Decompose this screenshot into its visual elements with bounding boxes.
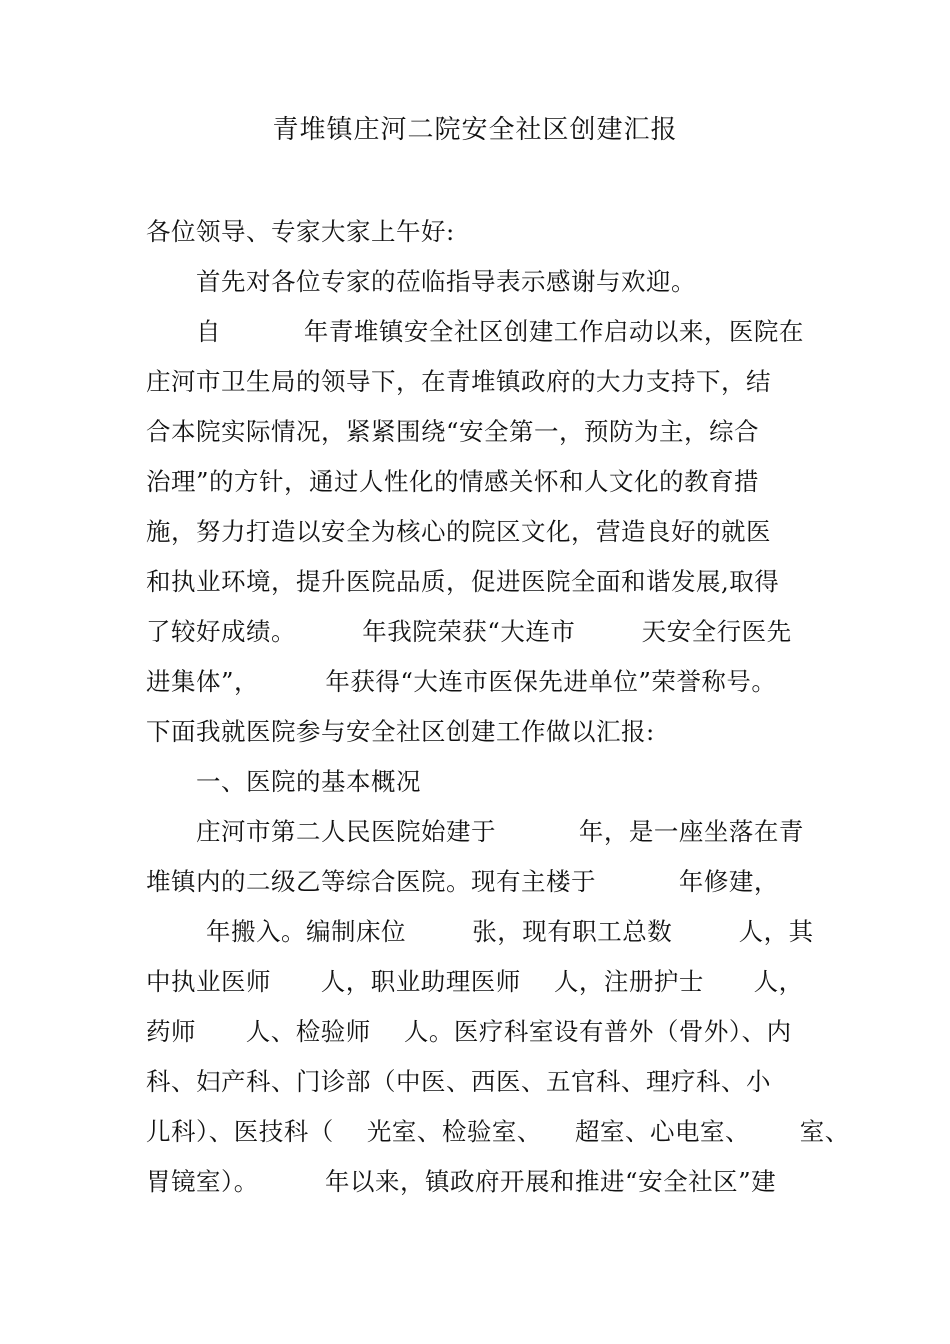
document-title: 青堆镇庄河二院安全社区创建汇报 — [272, 115, 678, 145]
paragraph-line: 合本院实际情况，紧紧围绕“安全第一，预防为主，综合 — [146, 417, 760, 446]
paragraph-line: 治理”的方针，通过人性化的情感关怀和人文化的教育措 — [146, 467, 760, 496]
paragraph-line: 下面我就医院参与安全社区创建工作做以汇报: — [146, 717, 655, 746]
paragraph-line: 堆镇内的二级乙等综合医院。现有主楼于 年修建， — [146, 867, 779, 896]
paragraph-line: 和执业环境，提升医院品质，促进医院全面和谐发展,取得 — [146, 567, 780, 596]
paragraph-line: 儿科）、医技科（ 光室、检验室、 超室、心电室、 室、 — [146, 1117, 850, 1146]
paragraph-line: 年搬入。编制床位 张，现有职工总数 人，其 — [206, 917, 814, 946]
paragraph-line: 庄河市卫生局的领导下，在青堆镇政府的大力支持下，结 — [146, 367, 771, 396]
paragraph-line: 自 年青堆镇安全社区创建工作启动以来，医院在 — [196, 317, 804, 346]
paragraph-line: 了较好成绩。 年我院荣获“大连市 天安全行医先 — [146, 617, 792, 646]
section-heading: 一、医院的基本概况 — [196, 767, 421, 796]
paragraph-line: 胃镜室）。 年以来，镇政府开展和推进“安全社区”建 — [146, 1167, 777, 1196]
paragraph-line: 中执业医师 人，职业助理医师 人，注册护士 人， — [146, 967, 804, 996]
paragraph-line: 庄河市第二人民医院始建于 年，是一座坐落在青 — [196, 817, 804, 846]
greeting-line: 各位领导、专家大家上午好: — [146, 217, 455, 246]
paragraph-line: 药师 人、检验师 人。医疗科室设有普外（骨外）、内 — [146, 1017, 792, 1046]
paragraph-line: 首先对各位专家的莅临指导表示感谢与欢迎。 — [196, 267, 696, 296]
paragraph-line: 科、妇产科、门诊部（中医、西医、五官科、理疗科、小 — [146, 1067, 771, 1096]
paragraph-line: 施，努力打造以安全为核心的院区文化，营造良好的就医 — [146, 517, 771, 546]
paragraph-line: 进集体”， 年获得“大连市医保先进单位”荣誉称号。 — [146, 667, 777, 696]
